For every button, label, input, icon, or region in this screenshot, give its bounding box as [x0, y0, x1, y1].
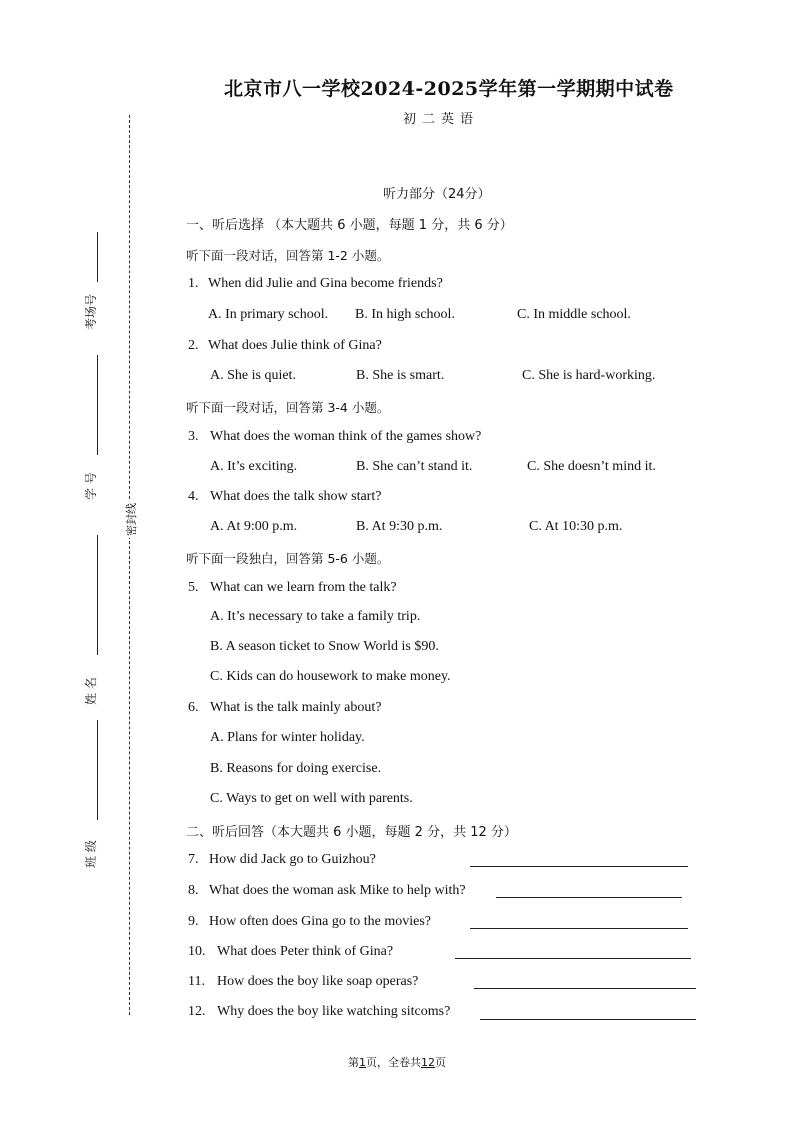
- exam-title: 北京市八一学校2024-2025学年第一学期期中试卷: [224, 78, 674, 100]
- option-c[interactable]: C. She doesn’t mind it.: [527, 459, 656, 474]
- question-text: What can we learn from the talk?: [210, 580, 397, 595]
- option-c[interactable]: C. In middle school.: [517, 307, 631, 322]
- exam-subtitle: 初二英语: [403, 112, 480, 127]
- question-number: 6.: [188, 700, 199, 715]
- question-number: 10.: [188, 944, 206, 959]
- class-label: 班 级: [84, 840, 98, 868]
- option-a[interactable]: A. It’s exciting.: [210, 459, 298, 474]
- question-number: 8.: [188, 883, 199, 898]
- question-text: How does the boy like soap operas?: [217, 974, 419, 989]
- question-text: When did Julie and Gina become friends?: [208, 276, 443, 291]
- total-pages: 12: [421, 1056, 435, 1069]
- name-label: 姓 名: [84, 677, 98, 705]
- part1-heading: 一、听后选择 （本大题共 6 小题，每题 1 分，共 6 分）: [186, 218, 513, 233]
- question-text: How did Jack go to Guizhou?: [209, 852, 376, 867]
- question-number: 4.: [188, 489, 199, 504]
- instruction-2: 听下面一段对话，回答第 3-4 小题。: [186, 400, 390, 415]
- option-a[interactable]: A. It’s necessary to take a family trip.: [210, 609, 421, 624]
- name-blank[interactable]: [97, 535, 98, 655]
- class-blank[interactable]: [97, 720, 98, 820]
- answer-blank-11[interactable]: [474, 988, 696, 989]
- question-number: 2.: [188, 338, 199, 353]
- student-id-blank[interactable]: [97, 355, 98, 455]
- option-a[interactable]: A. Plans for winter holiday.: [210, 730, 365, 745]
- question-text: What does the woman ask Mike to help with?: [209, 883, 466, 898]
- question-number: 12.: [188, 1004, 206, 1019]
- exam-room-blank[interactable]: [97, 232, 98, 282]
- question-text: Why does the boy like watching sitcoms?: [217, 1004, 451, 1019]
- exam-room-label: 考场号: [84, 293, 98, 330]
- answer-blank-9[interactable]: [470, 928, 688, 929]
- footer-suffix: 页: [435, 1056, 446, 1069]
- question-number: 7.: [188, 852, 199, 867]
- option-c[interactable]: C. Kids can do housework to make money.: [210, 669, 451, 684]
- binding-line: [129, 115, 130, 1015]
- listening-section-title: 听力部分（24分）: [383, 187, 491, 202]
- footer-prefix: 第: [348, 1056, 359, 1069]
- question-number: 5.: [188, 580, 199, 595]
- option-b[interactable]: B. She can’t stand it.: [356, 459, 473, 474]
- answer-blank-7[interactable]: [470, 866, 688, 867]
- question-text: How often does Gina go to the movies?: [209, 914, 432, 929]
- question-text: What does Julie think of Gina?: [208, 338, 382, 353]
- option-a[interactable]: A. At 9:00 p.m.: [210, 519, 298, 534]
- option-c[interactable]: C. Ways to get on well with parents.: [210, 791, 413, 806]
- question-text: What does Peter think of Gina?: [217, 944, 394, 959]
- answer-blank-10[interactable]: [455, 958, 691, 959]
- instruction-1: 听下面一段对话，回答第 1-2 小题。: [186, 248, 390, 263]
- question-text: What is the talk mainly about?: [210, 700, 382, 715]
- question-text: What does the woman think of the games show?: [210, 429, 482, 444]
- question-number: 11.: [188, 974, 205, 989]
- question-number: 3.: [188, 429, 199, 444]
- question-number: 1.: [188, 276, 199, 291]
- part2-heading: 二、听后回答（本大题共 6 小题，每题 2 分，共 12 分）: [186, 825, 517, 840]
- option-b[interactable]: B. In high school.: [355, 307, 455, 322]
- option-c[interactable]: C. At 10:30 p.m.: [529, 519, 623, 534]
- option-b[interactable]: B. A season ticket to Snow World is $90.: [210, 639, 439, 654]
- answer-blank-12[interactable]: [480, 1019, 696, 1020]
- page-number: 1: [359, 1056, 366, 1069]
- answer-blank-8[interactable]: [496, 897, 682, 898]
- seal-line-label: 密封线: [125, 503, 138, 536]
- footer-middle: 页，全卷共: [366, 1056, 421, 1069]
- question-number: 9.: [188, 914, 199, 929]
- option-a[interactable]: A. In primary school.: [208, 307, 329, 322]
- student-id-label: 学 号: [84, 472, 98, 500]
- option-a[interactable]: A. She is quiet.: [210, 368, 296, 383]
- option-c[interactable]: C. She is hard-working.: [522, 368, 656, 383]
- question-text: What does the talk show start?: [210, 489, 382, 504]
- page-footer: [0, 1054, 794, 1070]
- option-b[interactable]: B. She is smart.: [356, 368, 445, 383]
- option-b[interactable]: B. Reasons for doing exercise.: [210, 761, 382, 776]
- option-b[interactable]: B. At 9:30 p.m.: [356, 519, 443, 534]
- instruction-3: 听下面一段独白，回答第 5-6 小题。: [186, 551, 390, 566]
